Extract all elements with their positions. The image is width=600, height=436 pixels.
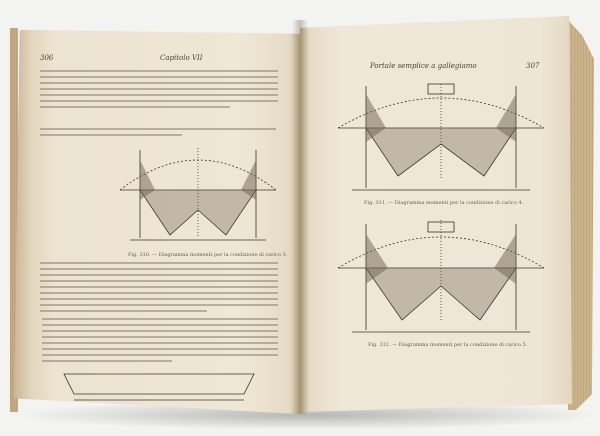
left-figure-caption: Fig. 310. — Diagramma momenti per la condizione di carico 3.	[128, 252, 288, 258]
right-page-header: Portale semplice a gallegiamo	[370, 62, 477, 70]
right-page-number: 307	[526, 62, 540, 70]
left-moment-diagram	[110, 140, 286, 248]
left-small-diagram	[54, 370, 264, 404]
left-page-number: 306	[40, 54, 54, 62]
right-figure-caption-bottom: Fig. 312. — Diagramma momenti per la condizione di carico 5.	[368, 342, 528, 348]
book-gutter	[292, 20, 308, 414]
right-moment-diagram-top	[332, 80, 550, 198]
left-page-header: Capitolo VII	[160, 54, 203, 62]
right-page	[300, 16, 572, 412]
left-paragraph-1	[40, 70, 278, 112]
right-page-edges	[568, 20, 594, 410]
left-paragraph-2	[40, 128, 276, 140]
left-paragraph-3	[40, 262, 278, 316]
right-moment-diagram-bottom	[332, 216, 550, 340]
right-figure-caption-top: Fig. 311. — Diagramma momenti per la condizione di carico 4.	[364, 200, 524, 206]
left-paragraph-4	[42, 318, 278, 366]
